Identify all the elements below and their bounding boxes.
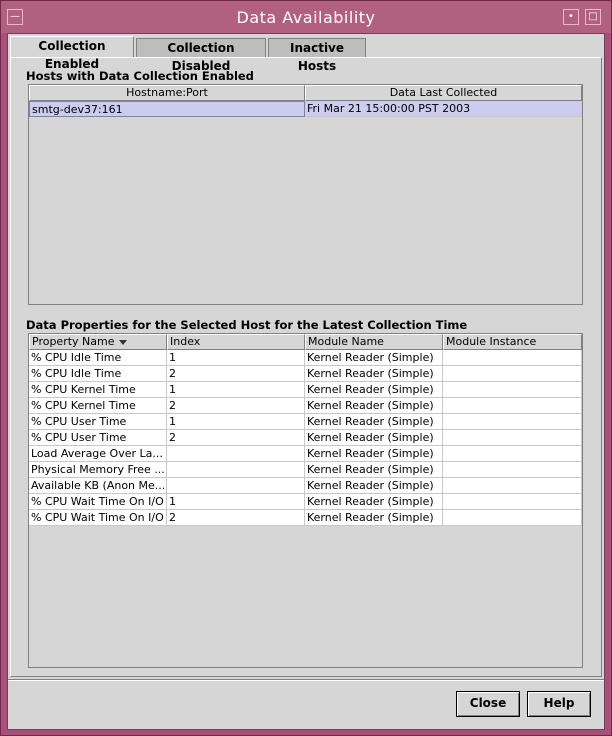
index-cell <box>167 446 305 462</box>
table-row[interactable] <box>29 350 582 366</box>
property-name-cell: % CPU Wait Time On I/O <box>29 510 167 526</box>
property-name-cell: % CPU User Time <box>29 430 167 446</box>
footer-divider <box>8 679 604 681</box>
index-cell: 1 <box>167 350 305 366</box>
window-menu-icon[interactable]: — <box>7 9 23 25</box>
table-row[interactable] <box>29 446 582 462</box>
module-name-cell: Kernel Reader (Simple) <box>305 478 443 494</box>
index-cell: 2 <box>167 430 305 446</box>
module-instance-cell <box>443 462 582 478</box>
index-cell: 2 <box>167 398 305 414</box>
module-instance-cell <box>443 478 582 494</box>
module-instance-cell <box>443 446 582 462</box>
module-instance-cell <box>443 366 582 382</box>
hosts-table-body <box>29 101 582 117</box>
module-instance-cell <box>443 510 582 526</box>
module-name-cell: Kernel Reader (Simple) <box>305 446 443 462</box>
module-name-cell: Kernel Reader (Simple) <box>305 366 443 382</box>
property-name-cell: Physical Memory Free ... <box>29 462 167 478</box>
index-cell <box>167 462 305 478</box>
module-instance-cell <box>443 398 582 414</box>
dialog-content <box>7 33 605 730</box>
table-row[interactable] <box>29 382 582 398</box>
index-cell: 1 <box>167 494 305 510</box>
table-row[interactable] <box>29 462 582 478</box>
index-cell: 2 <box>167 510 305 526</box>
index-cell: 1 <box>167 382 305 398</box>
tab-collection-disabled[interactable]: Collection Disabled <box>136 38 266 57</box>
index-cell: 1 <box>167 414 305 430</box>
hosts-table-header <box>29 85 582 101</box>
column-header-module-name[interactable]: Module Name <box>305 334 443 350</box>
close-button[interactable]: Close <box>456 691 520 717</box>
tab-collection-enabled[interactable]: Collection Enabled <box>10 36 134 58</box>
module-name-cell: Kernel Reader (Simple) <box>305 494 443 510</box>
property-name-cell: % CPU User Time <box>29 414 167 430</box>
table-row[interactable] <box>29 494 582 510</box>
table-row[interactable] <box>29 414 582 430</box>
help-button[interactable]: Help <box>527 691 591 717</box>
last-collected-cell: Fri Mar 21 15:00:00 PST 2003 <box>305 101 582 117</box>
module-name-cell: Kernel Reader (Simple) <box>305 414 443 430</box>
hosts-table[interactable] <box>28 84 583 305</box>
maximize-icon[interactable]: □ <box>585 9 601 25</box>
minimize-icon[interactable]: • <box>563 9 579 25</box>
module-name-cell: Kernel Reader (Simple) <box>305 398 443 414</box>
property-name-cell: % CPU Idle Time <box>29 366 167 382</box>
property-name-cell: % CPU Kernel Time <box>29 398 167 414</box>
module-instance-cell <box>443 494 582 510</box>
property-name-cell: % CPU Idle Time <box>29 350 167 366</box>
property-name-cell: Available KB (Anon Me... <box>31 479 166 492</box>
tab-inactive-hosts[interactable]: Inactive Hosts <box>268 38 366 57</box>
table-row[interactable] <box>29 478 582 494</box>
index-cell: 2 <box>167 366 305 382</box>
module-name-cell: Kernel Reader (Simple) <box>305 510 443 526</box>
module-name-cell: Kernel Reader (Simple) <box>305 350 443 366</box>
column-header-module-instance[interactable]: Module Instance <box>443 334 582 350</box>
property-name-cell: % CPU Kernel Time <box>29 382 167 398</box>
module-name-cell: Kernel Reader (Simple) <box>305 430 443 446</box>
property-name-cell: % CPU Wait Time On I/O <box>29 494 167 510</box>
index-cell <box>167 478 305 494</box>
properties-table-body <box>29 350 582 526</box>
properties-table[interactable] <box>28 333 583 668</box>
module-name-cell: Kernel Reader (Simple) <box>305 382 443 398</box>
column-header-hostname[interactable]: Hostname:Port <box>29 85 305 101</box>
table-row[interactable] <box>29 101 582 117</box>
window-title: Data Availability <box>236 8 376 27</box>
property-name-header-label: Property Name <box>32 335 115 348</box>
column-header-property-name[interactable] <box>29 334 167 350</box>
table-row[interactable] <box>29 430 582 446</box>
module-instance-cell <box>443 382 582 398</box>
title-bar[interactable] <box>1 1 611 33</box>
table-row[interactable] <box>29 510 582 526</box>
module-name-cell: Kernel Reader (Simple) <box>305 462 443 478</box>
hosts-section-label: Hosts with Data Collection Enabled <box>26 69 254 83</box>
module-instance-cell <box>443 350 582 366</box>
property-name-cell: Load Average Over La... <box>29 446 167 462</box>
module-instance-cell <box>443 430 582 446</box>
table-row[interactable] <box>29 398 582 414</box>
hostname-cell: smtg-dev37:161 <box>29 101 305 117</box>
sort-descending-icon <box>119 340 127 345</box>
table-row[interactable] <box>29 366 582 382</box>
properties-table-header <box>29 334 582 350</box>
column-header-last-collected[interactable]: Data Last Collected <box>305 85 582 101</box>
module-instance-cell <box>443 414 582 430</box>
properties-section-label: Data Properties for the Selected Host for the Latest Collection Time <box>26 318 468 332</box>
column-header-index[interactable]: Index <box>167 334 305 350</box>
